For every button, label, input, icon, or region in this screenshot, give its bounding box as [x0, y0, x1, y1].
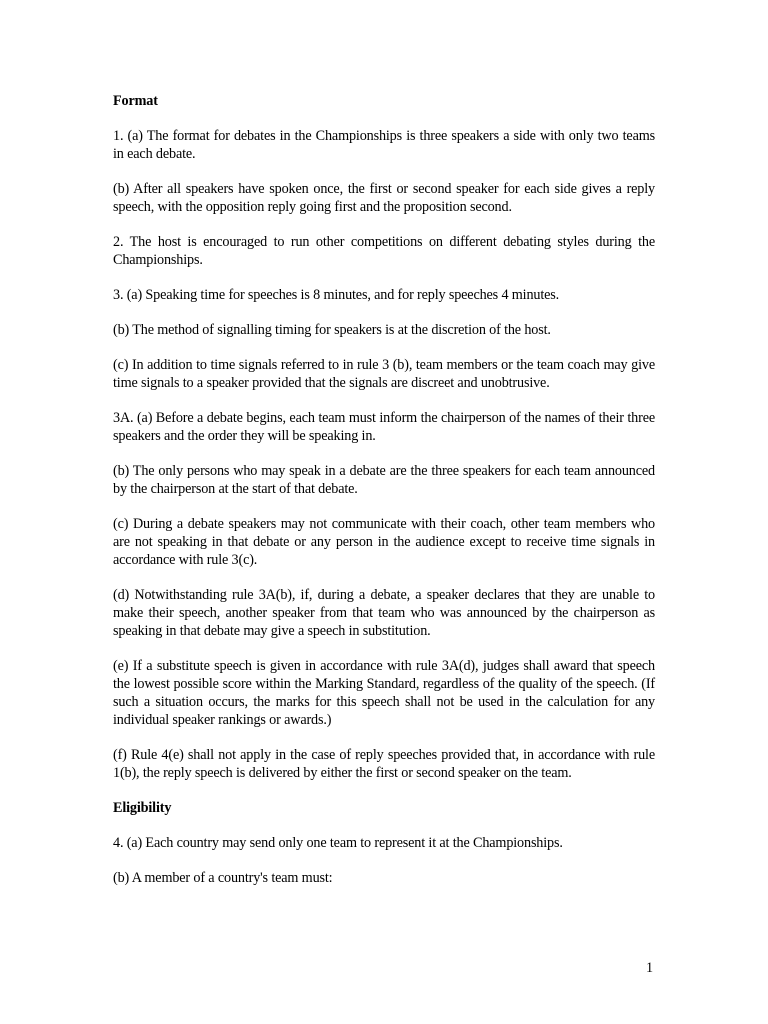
document-body	[113, 92, 655, 904]
paragraph: 3A. (a) Before a debate begins, each team must inform the chairperson of the names of their three speakers and the order they will be speaking in.	[113, 410, 655, 444]
paragraph: (b) The only persons who may speak in a debate are the three speakers for each team announced by the chairperson at the start of that debate.	[113, 463, 655, 497]
paragraph: (b) The method of signalling timing for speakers is at the discretion of the host.	[113, 322, 551, 338]
section-heading-format: Format	[113, 93, 158, 109]
section-heading-eligibility: Eligibility	[113, 800, 172, 816]
paragraph: (b) After all speakers have spoken once, the first or second speaker for each side gives a reply speech, with the opposition reply going first and the proposition second.	[113, 181, 655, 215]
page-number: 1	[646, 960, 654, 976]
paragraph: (d) Notwithstanding rule 3A(b), if, during a debate, a speaker declares that they are unable to make their speech, another speaker from that team who was announced by the chairperson as speaking in that debate may give a speech in substitution.	[113, 587, 655, 639]
paragraph: (c) In addition to time signals referred to in rule 3 (b), team members or the team coach may give time signals to a speaker provided that the signals are discreet and unobtrusive.	[113, 357, 655, 391]
paragraph: 2. The host is encouraged to run other competitions on different debating styles during the Championships.	[113, 234, 655, 268]
paragraph: (b) A member of a country's team must:	[113, 870, 333, 886]
paragraph: 1. (a) The format for debates in the Championships is three speakers a side with only two teams in each debate.	[113, 128, 655, 162]
paragraph: (c) During a debate speakers may not communicate with their coach, other team members who are not speaking in that debate or any person in the audience except to receive time signals in accordance with rule 3(c).	[113, 516, 655, 568]
paragraph: (e) If a substitute speech is given in accordance with rule 3A(d), judges shall award that speech the lowest possible score within the Marking Standard, regardless of the quality of the speech. (If such a situation occurs, the marks for this speech shall not be used in the calculation for any individual speaker rankings or awards.)	[113, 658, 655, 728]
paragraph: 3. (a) Speaking time for speeches is 8 minutes, and for reply speeches 4 minutes.	[113, 287, 560, 303]
paragraph: 4. (a) Each country may send only one team to represent it at the Championships.	[113, 835, 563, 851]
paragraph: (f) Rule 4(e) shall not apply in the case of reply speeches provided that, in accordance with rule 1(b), the reply speech is delivered by either the first or second speaker on the team.	[113, 747, 655, 781]
